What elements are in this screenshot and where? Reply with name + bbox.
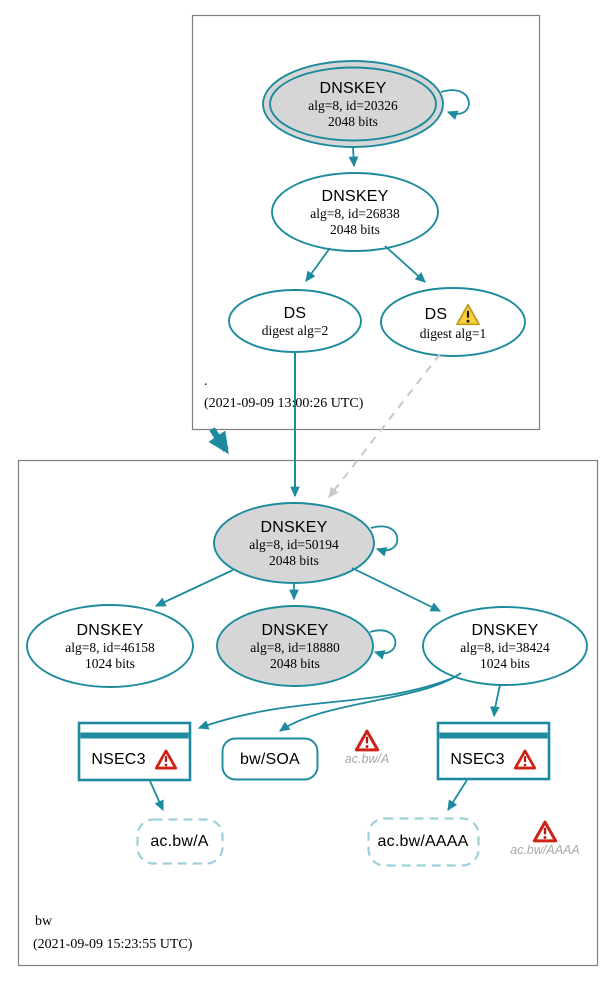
root-ds1-node <box>381 288 525 356</box>
edge-zsk-38424-to-nsec3-right <box>494 685 500 716</box>
bw-zsk-46158-node <box>27 605 193 687</box>
edge-root-zsk-to-ds2 <box>306 248 330 281</box>
edge-nsec3-left-to-rrset-a <box>150 781 163 810</box>
node-detail: 1024 bits <box>480 655 530 671</box>
root-zone-name: . <box>204 374 208 389</box>
node-detail: 1024 bits <box>85 655 135 671</box>
node-title: DNSKEY <box>321 188 389 205</box>
error-label: ac.bw/A <box>344 752 390 766</box>
node-detail: 2048 bits <box>269 552 319 568</box>
edge-bw-ksk-to-zsk-46158 <box>156 570 233 606</box>
edge-bw-ksk-to-zsk-38424 <box>352 568 440 611</box>
edge-zsk-38424-to-nsec3-left <box>199 678 453 728</box>
node-title: ac.bw/A <box>150 832 209 850</box>
error-label: ac.bw/AAAA <box>510 843 580 857</box>
bw-soa-node <box>223 739 318 780</box>
bw-zone-timestamp: (2021-09-09 15:23:55 UTC) <box>33 937 193 952</box>
rrset-ac-bw-aaaa-node <box>369 819 479 866</box>
root-zsk-node <box>272 173 438 251</box>
edge-bw-zsk-18880-self-sign <box>370 630 395 653</box>
edge-bw-ksk-self-sign <box>371 526 397 550</box>
nsec3-right-box <box>438 723 549 779</box>
bw-zone-name: bw <box>35 914 53 929</box>
node-title: DS <box>283 304 307 322</box>
nsec3-right-stripe <box>439 733 547 739</box>
root-ds2-node <box>229 290 361 352</box>
node-title: DNSKEY <box>261 622 329 639</box>
edge-root-ksk-to-zsk <box>353 147 354 166</box>
node-title: DS <box>424 305 448 323</box>
edge-root-ksk-self-sign <box>441 90 469 114</box>
bw-zsk-18880-node <box>217 606 373 686</box>
node-title: ac.bw/AAAA <box>377 833 469 850</box>
node-detail: 2048 bits <box>270 655 320 671</box>
nsec3-left-box <box>79 723 190 780</box>
node-title: DNSKEY <box>471 622 539 639</box>
edge-delegation-arrow <box>212 429 226 450</box>
node-detail: digest alg=2 <box>261 322 329 338</box>
node-title: NSEC3 <box>450 750 505 768</box>
bw-zsk-38424-node <box>423 607 587 685</box>
node-title: DNSKEY <box>76 622 144 639</box>
root-ksk-node-inner <box>270 68 436 141</box>
node-title: DNSKEY <box>260 519 328 536</box>
node-title: NSEC3 <box>91 750 146 768</box>
node-detail: alg=8, id=18880 <box>250 640 340 655</box>
node-detail: alg=8, id=46158 <box>65 640 155 655</box>
node-detail: alg=8, id=50194 <box>249 537 339 552</box>
root-zone-timestamp: (2021-09-09 13:00:26 UTC) <box>204 396 364 411</box>
node-detail: 2048 bits <box>330 221 380 237</box>
edge-nsec3-right-to-rrset-aaaa <box>448 780 467 810</box>
nsec3-left-stripe <box>80 733 188 739</box>
node-title: DNSKEY <box>319 80 387 97</box>
rrset-ac-bw-a-node <box>138 820 223 864</box>
bw-ksk-node <box>214 503 374 583</box>
node-detail: alg=8, id=20326 <box>308 98 398 113</box>
node-title: bw/SOA <box>240 750 300 768</box>
node-detail: alg=8, id=26838 <box>310 206 400 221</box>
node-detail: digest alg=1 <box>419 325 487 341</box>
edge-root-zsk-to-ds1 <box>385 246 425 282</box>
node-detail: alg=8, id=38424 <box>460 640 550 655</box>
node-detail: 2048 bits <box>328 113 378 129</box>
edge-ds1-to-bw-ksk-dashed <box>329 354 440 497</box>
